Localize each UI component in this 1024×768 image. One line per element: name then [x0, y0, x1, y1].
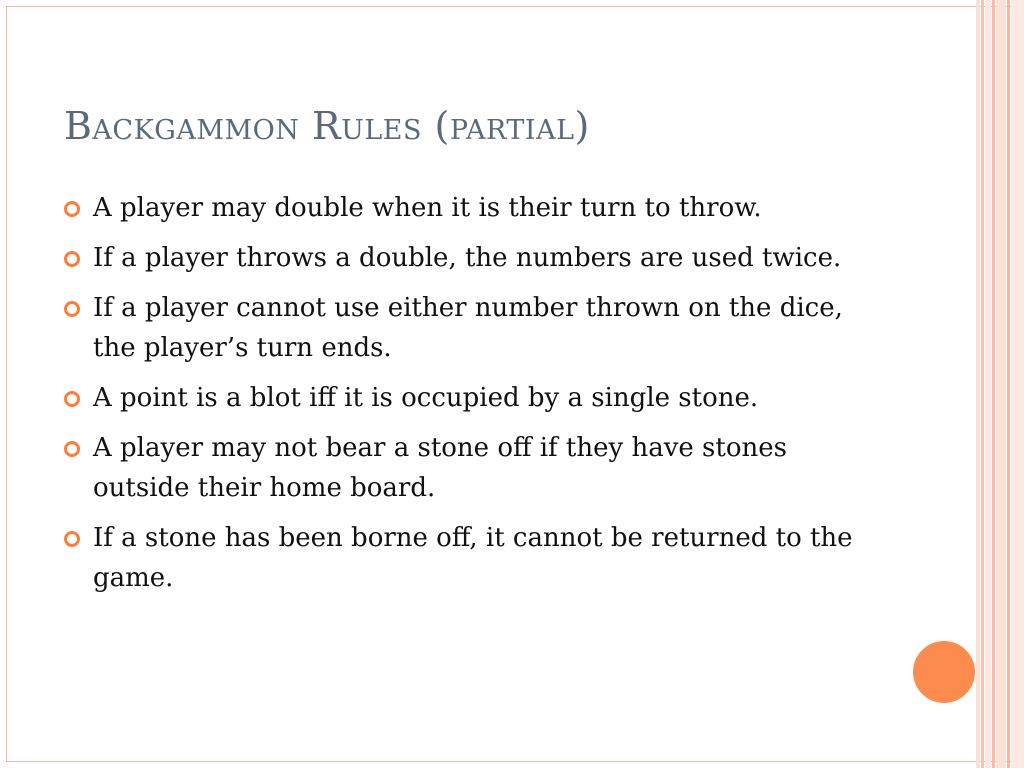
bullet-text: If a stone has been borne off, it cannot be returned to the game.: [93, 523, 853, 593]
bullet-item: [64, 378, 864, 418]
bullet-circle-icon: [64, 301, 80, 317]
decorative-band: [981, 0, 984, 768]
decorative-band: [992, 0, 995, 768]
bullet-text: A point is a blot iff it is occupied by a single stone.: [93, 383, 759, 413]
bullet-item: [64, 288, 864, 368]
bullet-text: A player may double when it is their turn to throw.: [93, 193, 762, 223]
bullet-circle-icon: [64, 201, 80, 217]
bullet-circle-icon: [64, 531, 80, 547]
decorative-band: [996, 0, 1006, 768]
bullet-list: [64, 188, 864, 608]
bullet-item: [64, 238, 864, 278]
orange-circle-decoration: [913, 641, 975, 703]
bullet-text: A player may not bear a stone off if they have stones outside their home board.: [93, 433, 787, 503]
decorative-band: [1007, 0, 1010, 768]
bullet-circle-icon: [64, 441, 80, 457]
slide-title: Backgammon Rules (partial): [64, 104, 590, 148]
bullet-item: [64, 518, 864, 598]
decorative-band: [976, 0, 980, 768]
bullet-circle-icon: [64, 251, 80, 267]
bullet-item: [64, 428, 864, 508]
decorative-band: [1011, 0, 1024, 768]
bullet-text: If a player throws a double, the numbers are used twice.: [93, 243, 842, 273]
decorative-band: [985, 0, 991, 768]
bullet-text: If a player cannot use either number thrown on the dice, the player’s turn ends.: [93, 293, 843, 363]
bullet-item: [64, 188, 864, 228]
bullet-circle-icon: [64, 391, 80, 407]
